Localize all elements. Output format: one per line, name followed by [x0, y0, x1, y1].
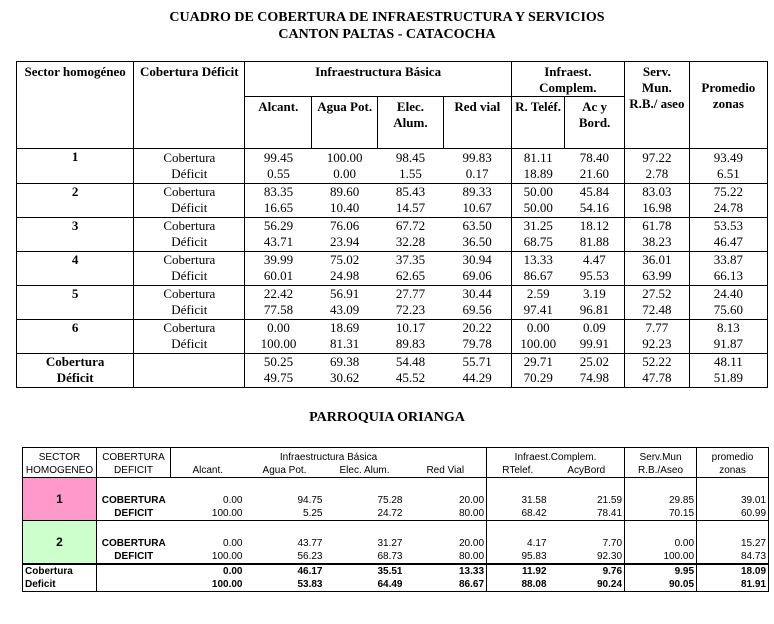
t1-row1-def-7: 6.51 [689, 166, 767, 183]
t2-row1-def-2: 24.72 [325, 507, 405, 521]
t2-row2-def-3: 80.00 [405, 550, 487, 564]
table-row [23, 578, 769, 592]
table-row [17, 285, 768, 302]
t1-row6-cob-3: 20.22 [443, 319, 511, 336]
t2-total-cob-4: 11.92 [487, 564, 549, 578]
t1-row3-cob-5: 18.12 [565, 217, 625, 234]
t2-total-def-0: 100.00 [171, 578, 245, 592]
t1-row1-def-6: 2.78 [624, 166, 689, 183]
t1-row6-cob-7: 8.13 [689, 319, 767, 336]
t2-row2-def-7: 84.73 [697, 550, 769, 564]
t2-total-cob-3: 13.33 [405, 564, 487, 578]
t1-total-def-4: 70.29 [511, 370, 564, 387]
t2-total-cob-label: Cobertura [23, 564, 97, 578]
table-row [23, 564, 769, 578]
t1-total-def-1: 30.62 [312, 370, 378, 387]
t1-row3-def-0: 43.71 [245, 234, 312, 251]
t2-total-def-2: 64.49 [325, 578, 405, 592]
t2-row2-def-1: 56.23 [245, 550, 325, 564]
t1-row5-deficit-label: Déficit [134, 302, 245, 319]
t2-row2-def-6: 100.00 [625, 550, 697, 564]
t1-row6-def-0: 100.00 [245, 336, 312, 353]
t1-row3-def-2: 32.28 [378, 234, 444, 251]
t2-row1-cob-1: 94.75 [297, 495, 323, 506]
header-serv-mun-line1: Serv.Mun [625, 448, 697, 465]
t2-total-def-3: 86.67 [405, 578, 487, 592]
header-prom-line1: promedio [697, 448, 769, 465]
t2-row1-def-7: 60.99 [697, 507, 769, 521]
t2-row2-def-0: 100.00 [171, 550, 245, 564]
t1-row2-def-6: 16.98 [624, 200, 689, 217]
table-row [17, 251, 768, 268]
header-sector: Sector homogéneo [17, 62, 134, 149]
t1-total-deficit-label [134, 370, 245, 387]
t1-row1-cob-6: 97.22 [624, 149, 689, 166]
t1-row4-cob-1: 75.02 [330, 251, 360, 267]
t2-row2-def-2: 68.73 [325, 550, 405, 564]
header-prom-line2: zonas [697, 464, 769, 478]
t1-row5-cob-1: 56.91 [330, 285, 360, 301]
t1-total-cob-5: 25.02 [565, 353, 625, 370]
header-rtelef: RTelef. [487, 464, 549, 478]
t2-row2-cob-6: 0.00 [625, 521, 697, 551]
t1-row3-deficit-label: Déficit [134, 234, 245, 251]
t1-row5-def-4: 97.41 [511, 302, 564, 319]
t1-total-cob-2: 54.48 [378, 353, 444, 370]
t2-row2-cob-2: 31.27 [377, 538, 403, 549]
t1-row2-def-5: 54.16 [565, 200, 625, 217]
t1-total-cobertura-label [134, 353, 245, 370]
t1-row6-def-2: 89.83 [378, 336, 444, 353]
t1-row1-cob-1: 100.00 [326, 149, 363, 165]
t1-row2-def-2: 14.57 [378, 200, 444, 217]
table-row [17, 353, 768, 370]
t1-row5-cobertura-label: Cobertura [134, 285, 245, 302]
t1-row5-def-3: 69.56 [443, 302, 511, 319]
t1-row3-def-7: 46.47 [689, 234, 767, 251]
t1-row5-def-5: 96.81 [565, 302, 625, 319]
t1-row4-def-7: 66.13 [689, 268, 767, 285]
t1-total-def-label: Déficit [56, 370, 94, 385]
header-infra-basica: Infraestructura Básica [245, 62, 511, 97]
header-alcant: Alcant. [245, 97, 312, 149]
t1-row6-deficit-label: Déficit [134, 336, 245, 353]
header-elec: Elec. Alum. [378, 97, 444, 149]
t1-row4-sector-cell: 4 [17, 251, 134, 285]
orianga-coverage-table [22, 447, 769, 592]
t1-row5-def-0: 77.58 [245, 302, 312, 319]
t1-row6-def-5: 99.91 [565, 336, 625, 353]
t2-row1-def-0: 100.00 [171, 507, 245, 521]
header-cob-line2: DEFICIT [114, 465, 153, 476]
t1-row2-cob-3: 89.33 [443, 183, 511, 200]
t1-row3-cobertura-label: Cobertura [134, 217, 245, 234]
table-row [17, 319, 768, 336]
t2-total-cob-5: 9.76 [549, 564, 625, 578]
t1-total-cob-4: 29.71 [511, 353, 564, 370]
t1-row3-def-5: 81.88 [565, 234, 625, 251]
t2-total-def-7: 81.91 [697, 578, 769, 592]
t1-row2-sector-cell: 2 [17, 183, 134, 217]
header-serv-mun: Serv. Mun. R.B./ aseo [624, 62, 689, 149]
t2-row2-sector: 2 [23, 521, 97, 565]
t1-total-def-2: 45.52 [378, 370, 444, 387]
t1-row2-cob-6: 83.03 [624, 183, 689, 200]
t1-row5-sector-cell: 5 [17, 285, 134, 319]
t2-total-cob-2: 35.51 [325, 564, 405, 578]
t1-total-cob-0: 50.25 [245, 353, 312, 370]
t2-row1-cob-2: 75.28 [377, 495, 403, 506]
t2-total-empty [97, 564, 171, 578]
t2-row1-def-6: 70.15 [625, 507, 697, 521]
t1-row6-def-4: 100.00 [511, 336, 564, 353]
t1-row4-def-4: 86.67 [511, 268, 564, 285]
t1-total-sector-cell [17, 353, 134, 387]
t1-row6-cob-5: 0.09 [565, 319, 625, 336]
t2-row1-cob-3: 20.00 [458, 495, 485, 506]
t1-row3-cob-6: 61.78 [624, 217, 689, 234]
t1-row1-cobertura-label: Cobertura [134, 149, 245, 166]
t1-row2-cob-4: 50.00 [523, 183, 553, 199]
header-red-vial: Red vial [443, 97, 511, 149]
t1-row4-cob-5: 4.47 [565, 251, 625, 268]
t2-row2-def-4: 95.83 [487, 550, 549, 564]
t2-total-def-5: 90.24 [549, 578, 625, 592]
t1-row4-cob-4: 13.33 [523, 251, 553, 267]
t1-total-def-3: 44.29 [443, 370, 511, 387]
t1-row3-cob-0: 56.29 [263, 217, 294, 233]
header-acybord: Ac y Bord. [565, 97, 625, 149]
t2-total-cob-0: 0.00 [171, 564, 245, 578]
t1-row3-def-4: 68.75 [511, 234, 564, 251]
t1-total-def-7: 51.89 [689, 370, 767, 387]
t2-row1-sector: 1 [23, 478, 97, 521]
t1-row2-deficit-label: Déficit [134, 200, 245, 217]
t1-row4-def-2: 62.65 [378, 268, 444, 285]
table-row [23, 550, 769, 564]
table-row [17, 149, 768, 166]
t1-row2-cob-1: 89.60 [330, 183, 360, 199]
header-agua: Agua Pot. [245, 464, 325, 478]
t1-row4-def-0: 60.01 [245, 268, 312, 285]
t1-row3-sector-cell: 3 [17, 217, 134, 251]
header-serv-mun-line2: R.B./Aseo [625, 464, 697, 478]
header-infra-basica: Infraestructura Básica [171, 448, 487, 465]
t1-row3-def-6: 38.23 [624, 234, 689, 251]
t1-row2-cob-7: 75.22 [689, 183, 767, 200]
table-row [23, 521, 769, 551]
t1-total-def-6: 47.78 [624, 370, 689, 387]
t2-row2-deficit-label: DEFICIT [97, 550, 171, 564]
header-sector [23, 448, 97, 478]
t1-row4-cobertura-label: Cobertura [134, 251, 245, 268]
t1-row3-def-3: 36.50 [443, 234, 511, 251]
t1-row3-cob-7: 53.53 [689, 217, 767, 234]
t1-row1-deficit-label: Déficit [134, 166, 245, 183]
header-cobertura-deficit: Cobertura Déficit [134, 62, 245, 149]
t2-total-cob-6: 9.95 [625, 564, 697, 578]
t1-row6-def-6: 92.23 [624, 336, 689, 353]
t1-row1-cob-3: 99.83 [443, 149, 511, 166]
table-row [17, 217, 768, 234]
table-row [23, 507, 769, 521]
t1-row4-cob-6: 36.01 [624, 251, 689, 268]
t1-row1-cob-2: 98.45 [395, 149, 426, 165]
t1-row1-def-2: 1.55 [378, 166, 444, 183]
t2-row1-def-3: 80.00 [405, 507, 487, 521]
section-title: PARROQUIA ORIANGA [309, 410, 465, 425]
t1-row5-cob-0: 22.42 [263, 285, 294, 301]
t1-row5-cob-2: 27.77 [395, 285, 426, 301]
t1-row3-cob-2: 67.72 [395, 217, 426, 233]
t1-row4-def-1: 24.98 [312, 268, 378, 285]
t2-row2-cob-5: 7.70 [602, 538, 623, 549]
t1-row4-deficit-label: Déficit [134, 268, 245, 285]
t1-total-def-5: 74.98 [565, 370, 625, 387]
t1-row5-cob-4: 2.59 [526, 285, 550, 301]
t1-row5-def-6: 72.48 [624, 302, 689, 319]
t2-row2-def-5: 92.30 [549, 550, 625, 564]
header-sector-line1: SECTOR [38, 452, 81, 463]
header-sector-line2: HOMOGENEO [25, 465, 94, 476]
t1-row4-cob-2: 37.35 [395, 251, 426, 267]
t1-row6-cob-0: 0.00 [267, 319, 290, 335]
t2-total-empty [97, 578, 171, 592]
t2-row2-cobertura-label: COBERTURA [97, 521, 171, 551]
t1-row1-def-1: 0.00 [312, 166, 378, 183]
t1-row6-def-1: 81.31 [312, 336, 378, 353]
t2-row2-cob-7: 15.27 [697, 521, 769, 551]
t1-row2-cobertura-label: Cobertura [134, 183, 245, 200]
header-rtelef: R. Teléf. [511, 97, 564, 149]
table-row [23, 478, 769, 508]
t2-row1-cob-6: 29.85 [625, 478, 697, 508]
header-alcant: Alcant. [171, 464, 245, 478]
t1-row4-cob-0: 39.99 [263, 251, 294, 267]
t1-row2-def-0: 16.65 [245, 200, 312, 217]
t1-row4-cob-3: 30.94 [443, 251, 511, 268]
t1-row6-sector-cell: 6 [17, 319, 134, 353]
t1-row1-cob-4: 81.11 [523, 149, 553, 165]
t2-total-def-6: 90.05 [625, 578, 697, 592]
header-cobertura-deficit [97, 448, 171, 478]
t1-total-cob-7: 48.11 [689, 353, 767, 370]
t1-row1-cob-5: 78.40 [565, 149, 625, 166]
t1-total-cob-3: 55.71 [443, 353, 511, 370]
t2-row1-cob-4: 31.58 [487, 478, 549, 508]
t1-row5-cob-6: 27.52 [624, 285, 689, 302]
t1-row2-cob-0: 83.35 [263, 183, 294, 199]
t1-row2-def-3: 10.67 [443, 200, 511, 217]
t1-row6-cob-4: 0.00 [526, 319, 550, 335]
t2-total-def-label: Deficit [23, 578, 97, 592]
t2-row1-cob-5: 21.59 [597, 495, 623, 506]
t1-row5-cob-3: 30.44 [443, 285, 511, 302]
t1-row4-def-3: 69.06 [443, 268, 511, 285]
t2-row1-cob-7: 39.01 [697, 478, 769, 508]
t1-row2-def-7: 24.78 [689, 200, 767, 217]
t1-row6-cob-2: 10.17 [395, 319, 426, 335]
t1-row6-def-3: 79.78 [443, 336, 511, 353]
t1-total-def-0: 49.75 [245, 370, 312, 387]
t1-row3-cob-4: 31.25 [523, 217, 553, 233]
header-cob-line1: COBERTURA [102, 452, 165, 463]
t2-row1-deficit-label: DEFICIT [97, 507, 171, 521]
t1-row1-def-0: 0.55 [245, 166, 312, 183]
t1-row2-cob-2: 85.43 [395, 183, 426, 199]
t1-row6-def-7: 91.87 [689, 336, 767, 353]
t1-row1-sector-cell: 1 [17, 149, 134, 183]
t1-row1-cob-0: 99.45 [263, 149, 294, 165]
t1-row2-def-4: 50.00 [511, 200, 564, 217]
header-red-vial: Red Vial [405, 464, 487, 478]
t1-row1-def-3: 0.17 [443, 166, 511, 183]
t1-row4-def-6: 63.99 [624, 268, 689, 285]
t1-row3-def-1: 23.94 [312, 234, 378, 251]
t1-row6-cob-1: 18.69 [330, 319, 360, 335]
t1-row3-cob-1: 76.06 [330, 217, 360, 233]
t1-row5-def-7: 75.60 [689, 302, 767, 319]
t2-row1-def-5: 78.41 [549, 507, 625, 521]
t2-total-cob-1: 46.17 [245, 564, 325, 578]
t1-total-cob-1: 69.38 [312, 353, 378, 370]
t2-row2-cob-4: 4.17 [487, 521, 549, 551]
t1-row4-cob-7: 33.87 [689, 251, 767, 268]
t1-row1-def-4: 18.89 [511, 166, 564, 183]
header-promedio: Promedio zonas [689, 62, 767, 149]
t1-row4-def-5: 95.53 [565, 268, 625, 285]
document-title: CUADRO DE COBERTURA DE INFRAESTRUCTURA Y SERVICIOS [169, 10, 605, 25]
t1-total-cob-label: Cobertura [45, 354, 105, 369]
t1-row3-cob-3: 63.50 [443, 217, 511, 234]
t1-row1-def-5: 21.60 [565, 166, 625, 183]
t2-total-def-1: 53.83 [245, 578, 325, 592]
document-subtitle: CANTON PALTAS - CATACOCHA [278, 27, 496, 42]
t2-total-cob-7: 18.09 [697, 564, 769, 578]
t1-row5-cob-7: 24.40 [689, 285, 767, 302]
header-infra-complem: Infraest.Complem. [487, 448, 625, 465]
catacocha-coverage-table [16, 61, 768, 388]
t1-row2-cob-5: 45.84 [565, 183, 625, 200]
table-row [17, 183, 768, 200]
t1-row5-def-2: 72.23 [378, 302, 444, 319]
t1-row5-def-1: 43.09 [312, 302, 378, 319]
header-elec: Elec. Alum. [325, 464, 405, 478]
t1-total-cob-6: 52.22 [624, 353, 689, 370]
t1-row6-cobertura-label: Cobertura [134, 319, 245, 336]
header-agua: Agua Pot. [312, 97, 378, 149]
t1-row5-cob-5: 3.19 [565, 285, 625, 302]
t2-row1-cobertura-label: COBERTURA [97, 478, 171, 508]
t2-total-def-4: 88.08 [487, 578, 549, 592]
t1-row6-cob-6: 7.77 [624, 319, 689, 336]
t2-row2-cob-3: 20.00 [458, 538, 485, 549]
t2-row2-cob-0: 0.00 [223, 538, 243, 549]
t2-row1-def-1: 5.25 [245, 507, 325, 521]
t2-row2-cob-1: 43.77 [297, 538, 323, 549]
header-acybord: AcyBord [549, 464, 625, 478]
t2-row1-cob-0: 0.00 [223, 495, 243, 506]
t2-row1-def-4: 68.42 [487, 507, 549, 521]
header-infra-complem: Infraest. Complem. [511, 62, 624, 97]
t1-row1-cob-7: 93.49 [689, 149, 767, 166]
t1-row2-def-1: 10.40 [312, 200, 378, 217]
